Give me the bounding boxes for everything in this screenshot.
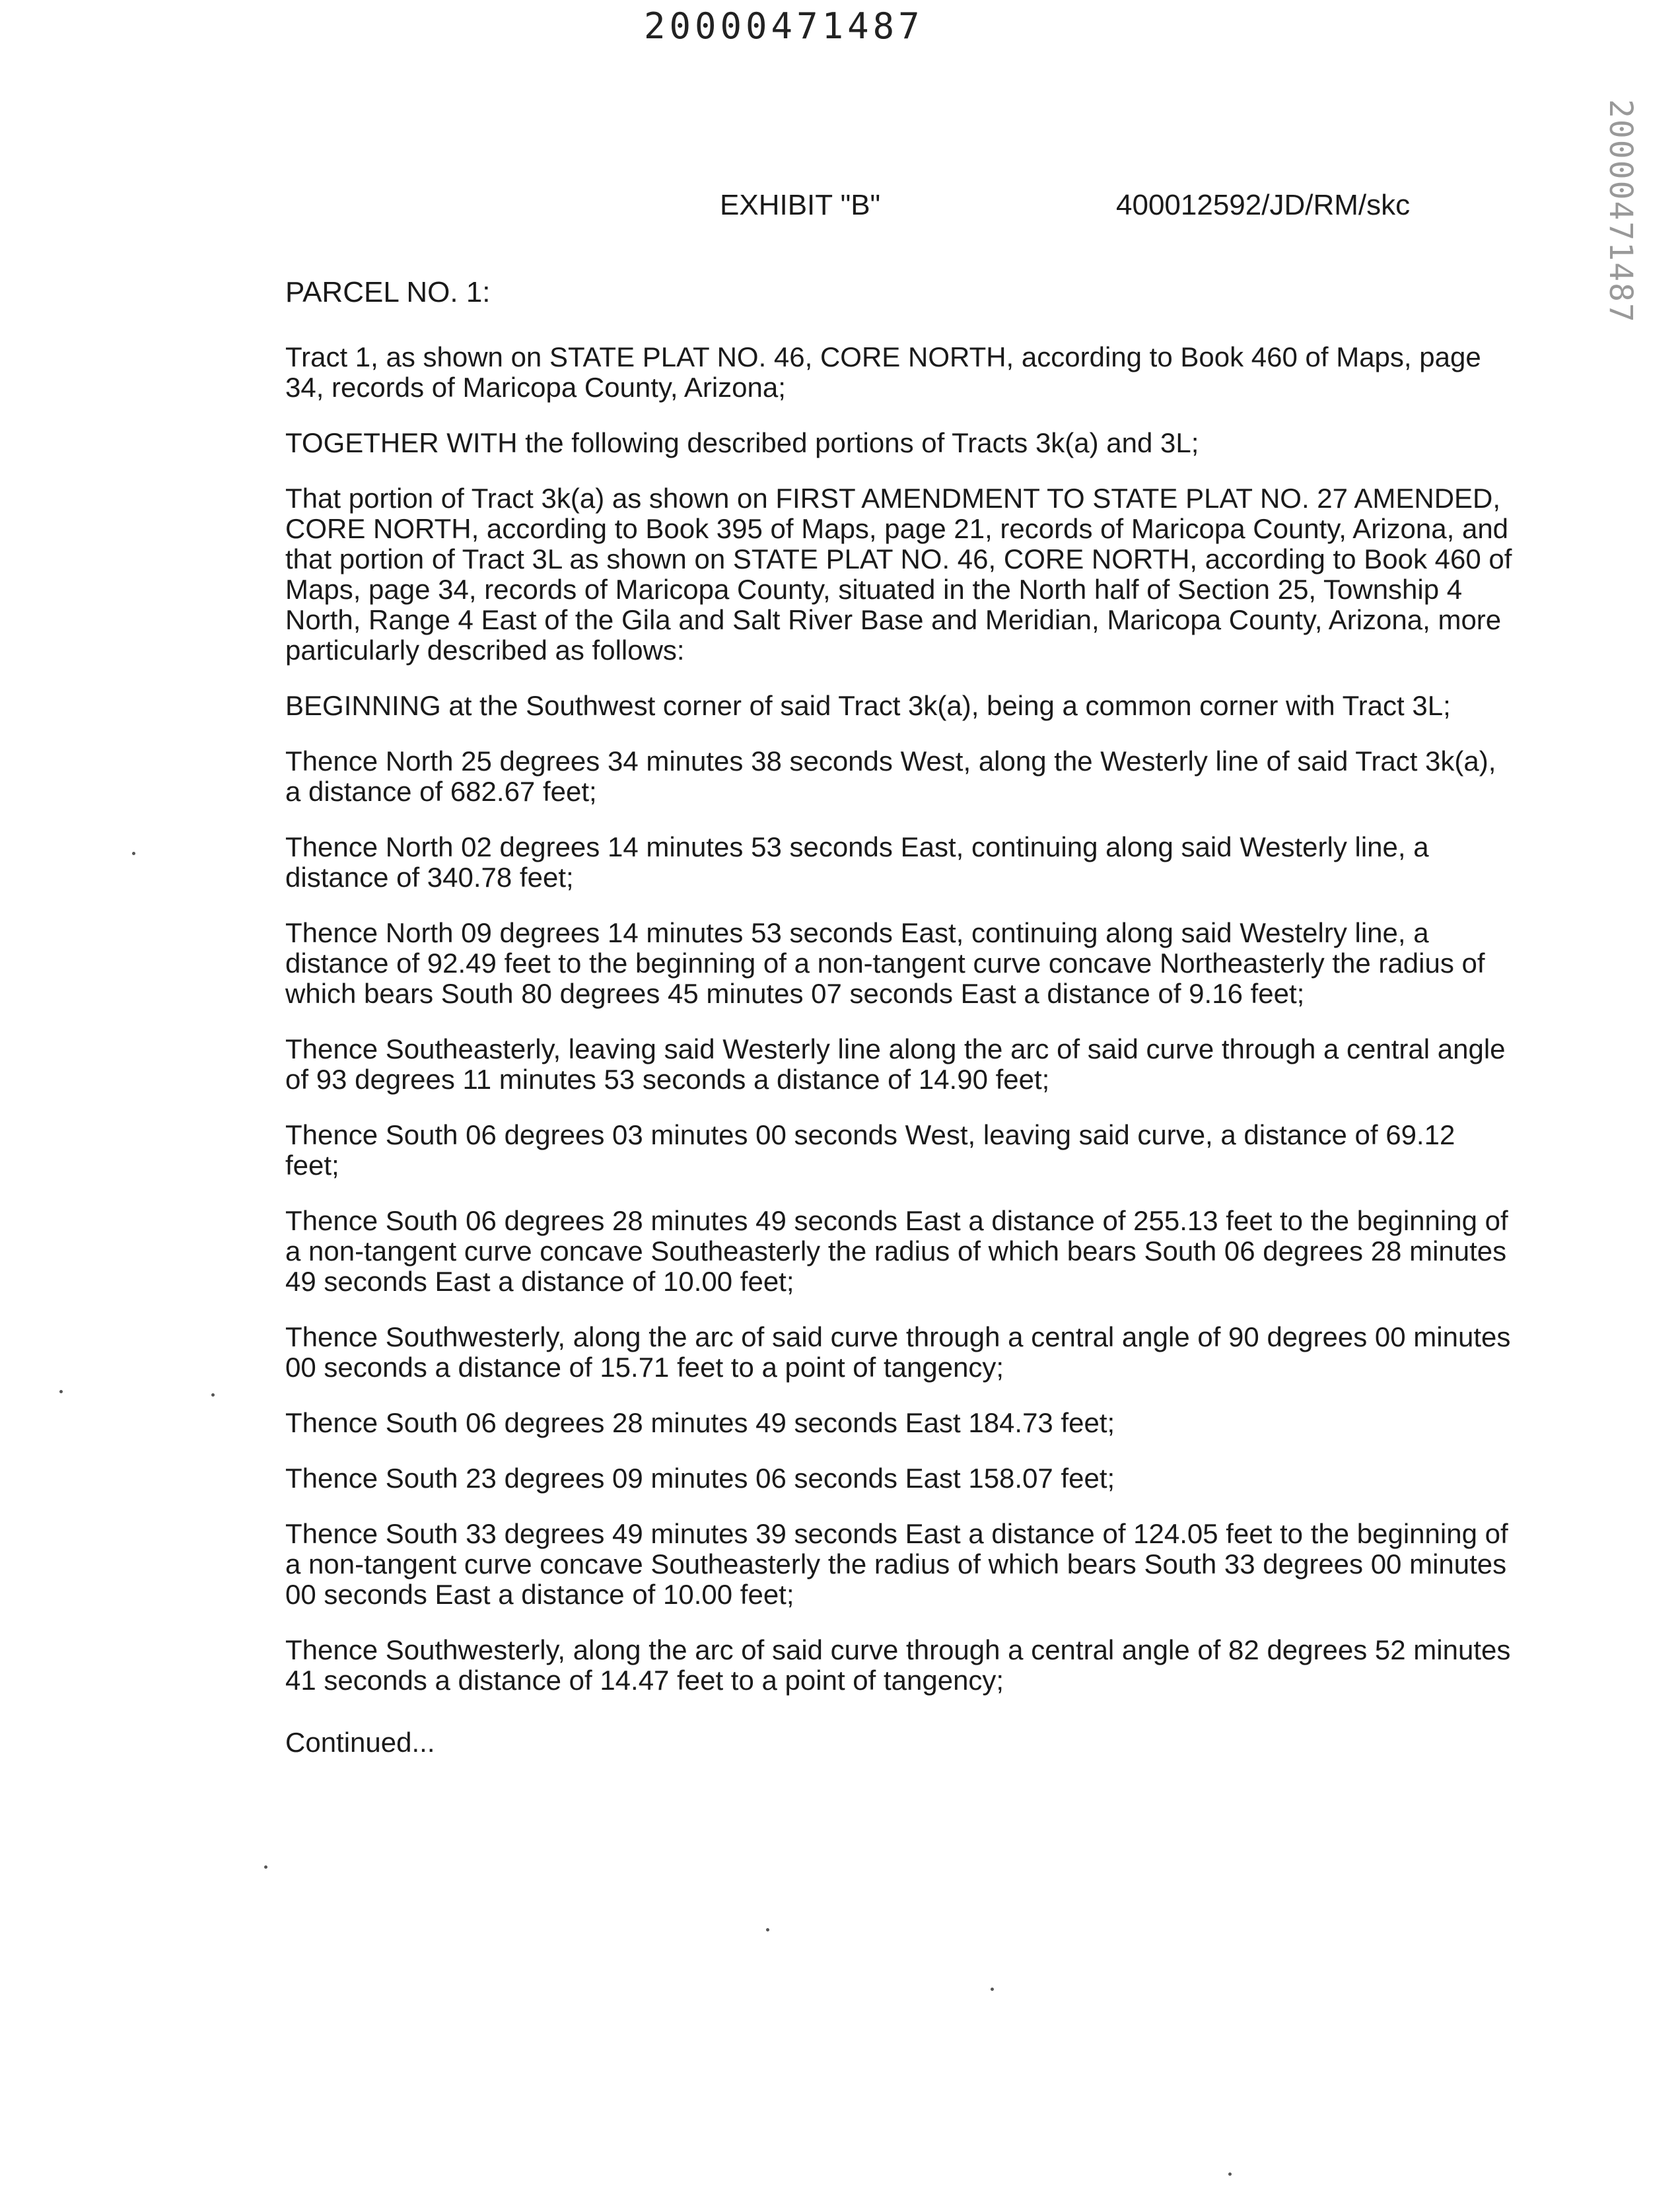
paragraph-beginning: BEGINNING at the Southwest corner of said Tract 3k(a), being a common corner with Tract 3L;	[285, 690, 1451, 721]
exhibit-label: EXHIBIT "B"	[720, 189, 881, 221]
paragraph-portion: That portion of Tract 3k(a) as shown on FIRST AMENDMENT TO STATE PLAT NO. 27 AMENDED, CORE NORTH, according to Book 395 of Maps, page 21, records of Maricopa County, Arizona, and that portion of Tract 3L as shown on STATE PLAT NO. 46, CORE NORTH, according to Book 460 of Maps, page 34, records of Maricopa County, situated in the North half of Section 25, Township 4 North, Range 4 East of the Gila and Salt River Base and Meridian, Maricopa County, Arizona, more particularly described as follows:	[285, 483, 1512, 666]
scan-speck	[264, 1865, 267, 1869]
scan-speck	[59, 1390, 63, 1393]
course-paragraph: Thence South 33 degrees 49 minutes 39 seconds East a distance of 124.05 feet to the beginning of a non-tangent curve concave Southeasterly the radius of which bears South 33 degrees 00 minutes 00 seconds East a distance of 10.00 feet;	[285, 1518, 1508, 1610]
paragraph-together-with: TOGETHER WITH the following described portions of Tracts 3k(a) and 3L;	[285, 427, 1199, 458]
scan-speck	[766, 1928, 769, 1931]
course-paragraph: Thence South 06 degrees 03 minutes 00 seconds West, leaving said curve, a distance of 69.12 feet;	[285, 1119, 1455, 1181]
course-paragraph: Thence Southwesterly, along the arc of said curve through a central angle of 82 degrees 52 minutes 41 seconds a distance of 14.47 feet to a point of tangency;	[285, 1634, 1511, 1696]
scan-speck	[211, 1393, 215, 1397]
exhibit-header	[0, 189, 1680, 235]
course-paragraph: Thence South 06 degrees 28 minutes 49 seconds East 184.73 feet;	[285, 1407, 1115, 1438]
legal-description	[285, 277, 1514, 1758]
course-paragraph: Thence South 06 degrees 28 minutes 49 seconds East a distance of 255.13 feet to the beginning of a non-tangent curve concave Southeasterly the radius of which bears South 06 degrees 28 minutes 49 seconds East a distance of 10.00 feet;	[285, 1205, 1508, 1297]
paragraph-tract-1: Tract 1, as shown on STATE PLAT NO. 46, CORE NORTH, according to Book 460 of Maps, page 34, records of Maricopa County, Arizona;	[285, 341, 1481, 403]
continued-label: Continued...	[285, 1727, 435, 1758]
course-paragraph: Thence Southwesterly, along the arc of said curve through a central angle of 90 degrees 00 minutes 00 seconds a distance of 15.71 feet to a point of tangency;	[285, 1321, 1511, 1383]
course-paragraph: Thence North 09 degrees 14 minutes 53 seconds East, continuing along said Westelry line, a distance of 92.49 feet to the beginning of a non-tangent curve concave Northeasterly the radius of which bears South 80 degrees 45 minutes 07 seconds East a distance of 9.16 feet;	[285, 917, 1485, 1009]
side-recording-stamp: 20000471487	[1602, 99, 1639, 324]
scan-speck	[1228, 2172, 1232, 2176]
scan-speck	[132, 852, 135, 855]
course-paragraph: Thence South 23 degrees 09 minutes 06 seconds East 158.07 feet;	[285, 1463, 1115, 1494]
scan-speck	[991, 1988, 994, 1991]
file-reference: 400012592/JD/RM/skc	[1116, 189, 1411, 221]
course-paragraph: Thence Southeasterly, leaving said Westerly line along the arc of said curve through a central angle of 93 degrees 11 minutes 53 seconds a distance of 14.90 feet;	[285, 1033, 1506, 1095]
parcel-heading: PARCEL NO. 1:	[285, 276, 491, 308]
course-paragraph: Thence North 02 degrees 14 minutes 53 seconds East, continuing along said Westerly line, a distance of 340.78 feet;	[285, 831, 1429, 893]
document-number: 20000471487	[644, 5, 924, 47]
course-paragraph: Thence North 25 degrees 34 minutes 38 seconds West, along the Westerly line of said Tract 3k(a), a distance of 682.67 feet;	[285, 746, 1496, 807]
